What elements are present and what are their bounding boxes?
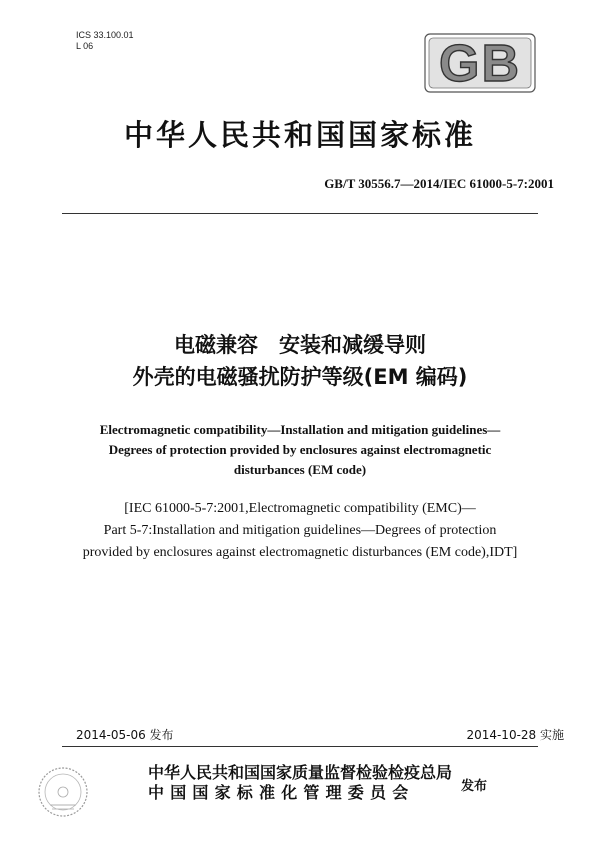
iec-reference-line-3: provided by enclosures against electromagnetic disturbances (EM code),IDT] — [82, 545, 518, 560]
issuer-sac: 中国国家标准化管理委员会 — [148, 783, 415, 802]
ics-code: ICS 33.100.01 — [76, 30, 134, 40]
national-standard-title: 中华人民共和国国家标准 — [123, 118, 476, 152]
classification-codes — [76, 30, 134, 52]
chinese-title-line-2: 外壳的电磁骚扰防护等级(EM 编码) — [132, 365, 468, 389]
gb-logo-icon — [424, 33, 536, 93]
publish-label: 发布 — [461, 779, 488, 794]
seal-icon — [36, 765, 90, 819]
ccs-code: L 06 — [76, 41, 94, 51]
top-divider — [62, 213, 538, 214]
english-title-line-1: Electromagnetic compatibility—Installation and mitigation guidelines— — [99, 422, 501, 437]
bottom-divider — [62, 746, 538, 747]
chinese-title-line-1: 电磁兼容 安装和减缓导则 — [174, 333, 426, 357]
issuing-authorities — [148, 763, 452, 803]
english-title-line-3: disturbances (EM code) — [233, 462, 367, 477]
gb-logo-text: GB — [439, 35, 521, 93]
chinese-title — [0, 329, 600, 393]
iec-reference-line-1: [IEC 61000-5-7:2001,Electromagnetic compatibility (EMC)— — [124, 501, 476, 516]
standard-number: GB/T 30556.7—2014/IEC 61000-5-7:2001 — [324, 176, 554, 191]
iec-reference-line-2: Part 5-7:Installation and mitigation guidelines—Degrees of protection — [103, 523, 497, 538]
issuer-aqsiq: 中华人民共和国国家质量监督检验检疫总局 — [148, 763, 453, 782]
issue-date: 2014-05-06 发布 — [76, 728, 174, 742]
english-title — [0, 420, 600, 480]
english-title-line-2: Degrees of protection provided by enclosures against electromagnetic — [108, 442, 492, 457]
implementation-date: 2014-10-28 实施 — [466, 728, 564, 742]
iec-reference — [0, 498, 600, 564]
